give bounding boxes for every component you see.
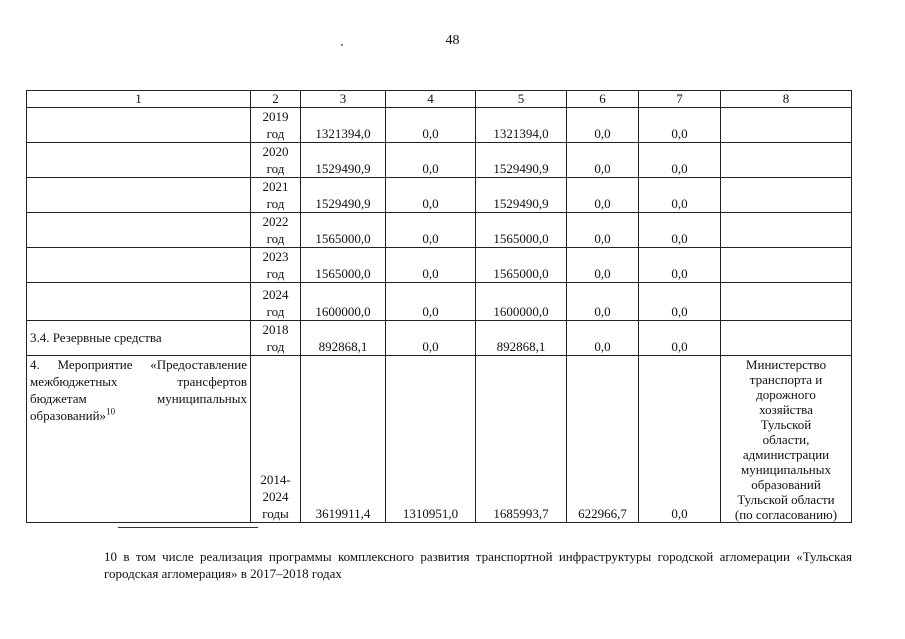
regional-cell: 1565000,0 bbox=[476, 248, 567, 283]
year-value: 2023 bbox=[262, 249, 289, 264]
table-row bbox=[27, 248, 852, 283]
total-cell: 1565000,0 bbox=[301, 248, 386, 283]
federal-cell: 0,0 bbox=[386, 213, 476, 248]
executor-line: Министерство bbox=[745, 357, 827, 372]
municipal-cell: 0,0 bbox=[567, 283, 639, 321]
total-cell: 3619911,4 bbox=[301, 356, 386, 523]
period-cell bbox=[251, 356, 301, 523]
executor-line: Тульской bbox=[760, 417, 812, 432]
year-unit: год bbox=[266, 266, 285, 281]
federal-cell: 0,0 bbox=[386, 108, 476, 143]
municipal-cell: 0,0 bbox=[567, 248, 639, 283]
federal-cell: 0,0 bbox=[386, 178, 476, 213]
regional-cell: 1529490,9 bbox=[476, 143, 567, 178]
measure-name bbox=[30, 356, 247, 424]
other-cell: 0,0 bbox=[639, 248, 721, 283]
federal-cell: 0,0 bbox=[386, 321, 476, 356]
total-cell: 1600000,0 bbox=[301, 283, 386, 321]
header-cell-7: 7 bbox=[639, 91, 721, 108]
header-cell-1: 1 bbox=[27, 91, 251, 108]
row-name-cell bbox=[27, 248, 251, 283]
total-cell: 1529490,9 bbox=[301, 178, 386, 213]
footnote-separator bbox=[118, 527, 258, 528]
executor-cell bbox=[721, 321, 852, 356]
table-row bbox=[27, 321, 852, 356]
header-cell-4: 4 bbox=[386, 91, 476, 108]
year-cell bbox=[251, 213, 301, 248]
footnote bbox=[104, 548, 852, 582]
executor-line: администрации bbox=[742, 447, 830, 462]
footnote-marker: 10 bbox=[104, 549, 117, 564]
executor-line: области, bbox=[762, 432, 810, 447]
executor-cell bbox=[721, 248, 852, 283]
period-unit: годы bbox=[262, 506, 289, 521]
federal-cell: 1310951,0 bbox=[386, 356, 476, 523]
footnote-text: в том числе реализация программы комплексного развития транспортной инфраструктуры городской агломерации «Тульская городская агломерация» в 2017–2018 годах bbox=[104, 549, 853, 581]
header-row bbox=[27, 91, 852, 108]
regional-cell: 1529490,9 bbox=[476, 178, 567, 213]
row-name-cell bbox=[27, 108, 251, 143]
executor-line: муниципальных bbox=[740, 462, 831, 477]
executor-cell bbox=[721, 213, 852, 248]
header-cell-5: 5 bbox=[476, 91, 567, 108]
executor-line: Тульской области bbox=[737, 492, 835, 507]
year-unit: год bbox=[266, 196, 285, 211]
footnote-ref: 10 bbox=[106, 406, 116, 417]
regional-cell: 1685993,7 bbox=[476, 356, 567, 523]
municipal-cell: 0,0 bbox=[567, 178, 639, 213]
header-cell-6: 6 bbox=[567, 91, 639, 108]
year-unit: год bbox=[266, 339, 285, 354]
page-number: 48 bbox=[445, 33, 460, 48]
year-cell bbox=[251, 178, 301, 213]
measure-name-cell bbox=[27, 356, 251, 523]
other-cell: 0,0 bbox=[639, 108, 721, 143]
year-cell bbox=[251, 108, 301, 143]
table-row bbox=[27, 108, 852, 143]
year-value: 2022 bbox=[262, 214, 289, 229]
total-cell: 1565000,0 bbox=[301, 213, 386, 248]
executor-cell bbox=[721, 108, 852, 143]
year-unit: год bbox=[266, 126, 285, 141]
row-name-cell bbox=[27, 283, 251, 321]
executor-cell bbox=[721, 178, 852, 213]
regional-cell: 892868,1 bbox=[476, 321, 567, 356]
year-cell bbox=[251, 283, 301, 321]
total-cell: 892868,1 bbox=[301, 321, 386, 356]
year-value: 2020 bbox=[262, 144, 289, 159]
measure-row bbox=[27, 356, 852, 523]
other-cell: 0,0 bbox=[639, 143, 721, 178]
executor-line: транспорта и bbox=[749, 372, 823, 387]
year-unit: год bbox=[266, 304, 285, 319]
total-cell: 1321394,0 bbox=[301, 108, 386, 143]
row-name-cell: 3.4. Резервные средства bbox=[27, 321, 251, 356]
scan-speck bbox=[341, 44, 343, 46]
municipal-cell: 0,0 bbox=[567, 321, 639, 356]
other-cell: 0,0 bbox=[639, 356, 721, 523]
regional-cell: 1321394,0 bbox=[476, 108, 567, 143]
regional-cell: 1600000,0 bbox=[476, 283, 567, 321]
year-cell bbox=[251, 248, 301, 283]
table-row bbox=[27, 143, 852, 178]
total-cell: 1529490,9 bbox=[301, 143, 386, 178]
year-cell bbox=[251, 321, 301, 356]
year-cell bbox=[251, 143, 301, 178]
federal-cell: 0,0 bbox=[386, 283, 476, 321]
table-row bbox=[27, 178, 852, 213]
period-end: 2024 bbox=[262, 489, 289, 504]
table-row bbox=[27, 213, 852, 248]
header-cell-8: 8 bbox=[721, 91, 852, 108]
federal-cell: 0,0 bbox=[386, 143, 476, 178]
federal-cell: 0,0 bbox=[386, 248, 476, 283]
period-start: 2014- bbox=[260, 472, 291, 487]
municipal-cell: 622966,7 bbox=[567, 356, 639, 523]
row-name-cell bbox=[27, 143, 251, 178]
year-value: 2018 bbox=[262, 322, 289, 337]
municipal-cell: 0,0 bbox=[567, 213, 639, 248]
regional-cell: 1565000,0 bbox=[476, 213, 567, 248]
budget-table bbox=[26, 90, 852, 523]
municipal-cell: 0,0 bbox=[567, 143, 639, 178]
year-unit: год bbox=[266, 231, 285, 246]
executor-line: образований bbox=[751, 477, 821, 492]
other-cell: 0,0 bbox=[639, 321, 721, 356]
year-value: 2024 bbox=[262, 287, 289, 302]
year-value: 2019 bbox=[262, 109, 289, 124]
executor-cell bbox=[721, 143, 852, 178]
executor-cell bbox=[721, 356, 852, 523]
executor-line: дорожного bbox=[756, 387, 816, 402]
other-cell: 0,0 bbox=[639, 283, 721, 321]
row-name-cell bbox=[27, 178, 251, 213]
executor-line: хозяйства bbox=[759, 402, 813, 417]
executor-cell bbox=[721, 283, 852, 321]
row-name-cell bbox=[27, 213, 251, 248]
other-cell: 0,0 bbox=[639, 178, 721, 213]
executor-line: (по согласованию) bbox=[734, 507, 838, 522]
header-cell-2: 2 bbox=[251, 91, 301, 108]
table-row bbox=[27, 283, 852, 321]
other-cell: 0,0 bbox=[639, 213, 721, 248]
measure-name-text: 4. Мероприятие «Предоставление межбюджетных трансфертов бюджетам муниципальных образований» bbox=[30, 357, 247, 423]
year-value: 2021 bbox=[262, 179, 289, 194]
municipal-cell: 0,0 bbox=[567, 108, 639, 143]
year-unit: год bbox=[266, 161, 285, 176]
header-cell-3: 3 bbox=[301, 91, 386, 108]
